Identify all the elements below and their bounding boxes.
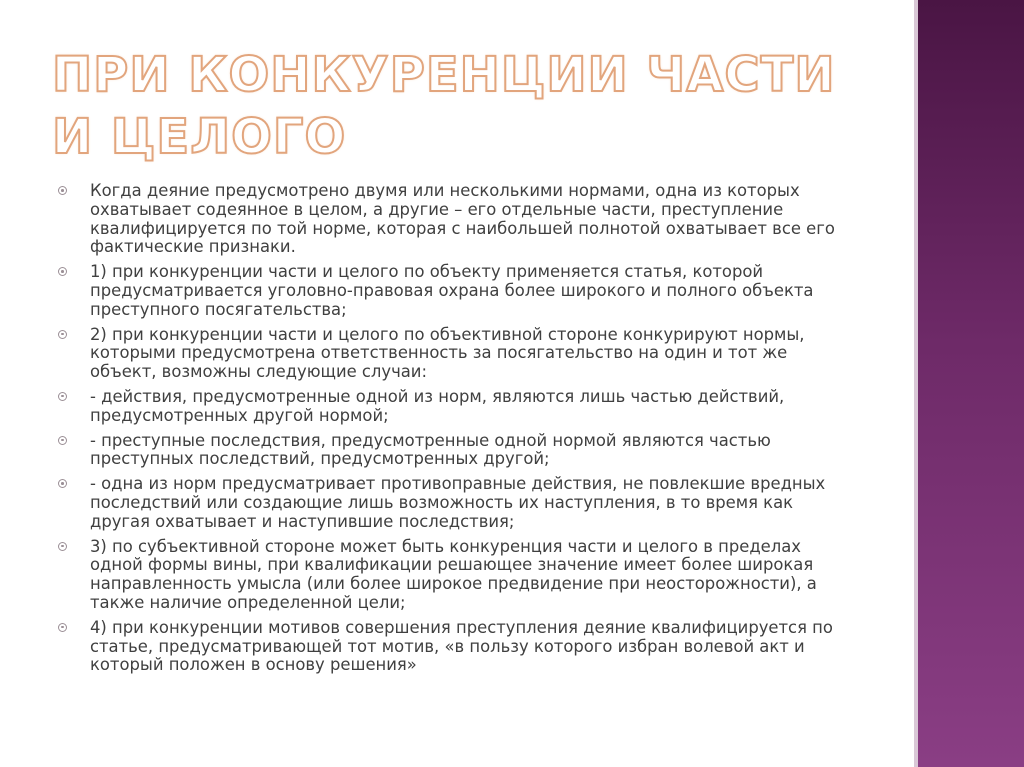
bullet-item bbox=[56, 538, 856, 613]
bullet-icon bbox=[58, 436, 67, 445]
bullet-text: - одна из норм предусматривает противоправные действия, не повлекшие вредных последствий или создающие лишь возможность их наступления, в то время как другая охватывает и наступившие последствия; bbox=[90, 474, 826, 531]
bullet-list bbox=[56, 182, 856, 681]
bullet-icon bbox=[58, 330, 67, 339]
bullet-icon bbox=[58, 392, 67, 401]
bullet-item bbox=[56, 475, 856, 531]
bullet-text: - действия, предусмотренные одной из норм, являются лишь частью действий, предусмотренных другой нормой; bbox=[90, 386, 785, 425]
bullet-item bbox=[56, 326, 856, 382]
bullet-text: - преступные последствия, предусмотренные одной нормой являются частью преступных последствий, предусмотренных другой; bbox=[90, 430, 771, 469]
bullet-icon bbox=[58, 542, 67, 551]
bullet-icon bbox=[58, 623, 67, 632]
bullet-item bbox=[56, 432, 856, 470]
bullet-text: 3) по субъективной стороне может быть конкуренция части и целого в пределах одной формы вины, при квалификации решающее значение имеет более широкая направленность умысла (или более широкое предвидение при неосторожности), а также наличие определенной цели; bbox=[90, 536, 817, 612]
bullet-text: 1) при конкуренции части и целого по объекту применяется статья, которой предусматривается уголовно-правовая охрана более широкого и полного объекта преступного посягательства; bbox=[90, 262, 814, 319]
bullet-icon bbox=[58, 267, 67, 276]
bullet-text: Когда деяние предусмотрено двумя или несколькими нормами, одна из которых охватывает содеянное в целом, а другие – его отдельные части, преступление квалифицируется по той норме, которая с наибольшей полнотой охватывает все его фактические признаки. bbox=[90, 181, 835, 257]
bullet-item bbox=[56, 619, 856, 675]
slide-title: ПРИ КОНКУРЕНЦИИ ЧАСТИ И ЦЕЛОГО bbox=[52, 47, 836, 165]
bullet-item bbox=[56, 388, 856, 426]
bullet-text: 2) при конкуренции части и целого по объективной стороне конкурируют нормы, которыми предусмотрена ответственность за посягательство на один и тот же объект, возможны следующие случаи: bbox=[90, 324, 805, 382]
bullet-text: 4) при конкуренции мотивов совершения преступления деяние квалифицируется по статье, предусматривающей тот мотив, «в пользу которого избран волевой акт и который положен в основу решения» bbox=[90, 617, 833, 675]
bullet-item bbox=[56, 182, 856, 257]
bullet-icon bbox=[58, 186, 67, 195]
bullet-item bbox=[56, 263, 856, 319]
bullet-icon bbox=[58, 479, 67, 488]
side-decorative-stripe bbox=[914, 0, 1024, 767]
